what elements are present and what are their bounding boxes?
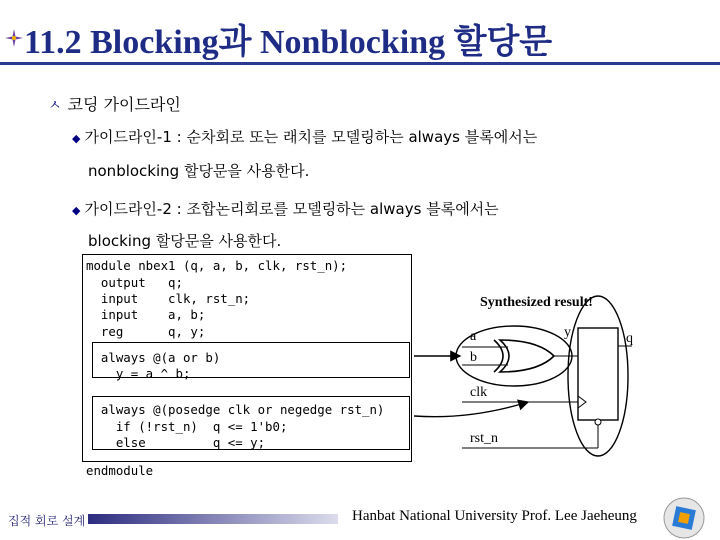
code-line: input a, b; (86, 307, 206, 322)
code-line: y = a ^ b; (86, 366, 191, 381)
guideline-2-sep: : (176, 200, 182, 218)
guideline-2-label: 가이드라인-2 (84, 200, 172, 218)
guideline-2-cont: blocking 할당문을 사용한다. (88, 232, 282, 250)
guideline-1-sep: : (176, 128, 182, 146)
code-line: input clk, rst_n; (86, 291, 251, 306)
label-clk: clk (470, 385, 488, 400)
label-a: a (470, 329, 477, 344)
code-line: else q <= y; (86, 435, 266, 450)
guideline-2-text: 조합논리회로를 모델링하는 always 블록에서는 (186, 200, 499, 218)
guideline-1-label: 가이드라인-1 (84, 128, 172, 146)
code-line: always @(a or b) (86, 350, 221, 365)
code-line: reg q, y; (86, 324, 206, 339)
guideline-1-text: 순차회로 또는 래치를 모델링하는 always 블록에서는 (186, 128, 538, 146)
diamond-bullet-icon: ◆ (72, 132, 81, 145)
diamond-bullet-icon: ◆ (72, 204, 81, 217)
section-heading-text: 코딩 가이드라인 (67, 95, 181, 114)
guideline-1-cont: nonblocking 할당문을 사용한다. (88, 162, 310, 180)
code-line: endmodule (86, 463, 154, 478)
label-q: q (626, 331, 633, 346)
circuit-title: Synthesized result! (480, 295, 593, 310)
label-y: y (564, 325, 571, 340)
title-text: 11.2 Blocking과 Nonblocking 할당문 (24, 24, 553, 61)
footer-university: Hanbat National University Prof. Lee Jaeheung (352, 508, 637, 524)
code-line: if (!rst_n) q <= 1'b0; (86, 419, 288, 434)
footer-course: 집적 회로 설계 (8, 514, 86, 528)
code-line: always @(posedge clk or negedge rst_n) (86, 402, 385, 417)
university-logo-icon (662, 496, 706, 540)
code-line: module nbex1 (q, a, b, clk, rst_n); (86, 258, 348, 273)
label-b: b (470, 350, 477, 365)
arrow-seq (414, 402, 528, 417)
label-rst: rst_n (470, 431, 498, 446)
section-marker: ㅅ (48, 98, 62, 114)
code-line: output q; (86, 275, 183, 290)
footer-bar (88, 514, 338, 524)
